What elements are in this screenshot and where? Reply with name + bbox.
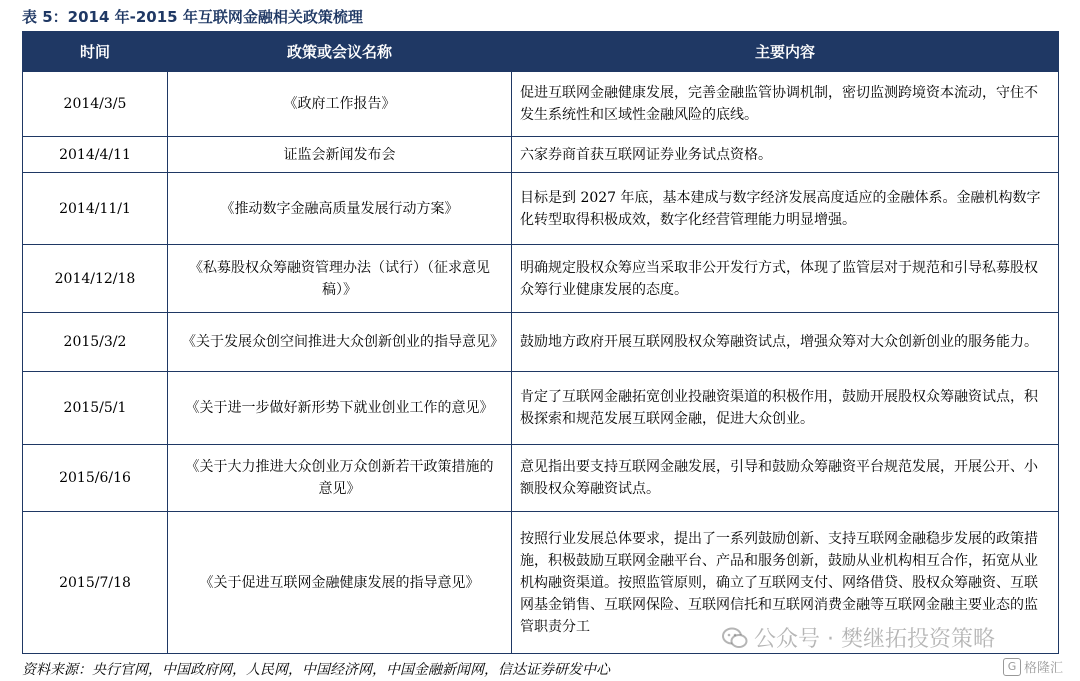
source-note: 资料来源：央行官网，中国政府网，人民网，中国经济网，中国金融新闻网，信达证券研发中心 bbox=[22, 662, 610, 678]
wechat-icon bbox=[722, 627, 748, 649]
row-date: 2015/5/1 bbox=[23, 372, 168, 445]
row-content: 六家券商首获互联网证券业务试点资格。 bbox=[512, 137, 1059, 173]
table-row bbox=[23, 372, 1059, 445]
table-row bbox=[23, 245, 1059, 313]
watermark bbox=[722, 622, 995, 653]
row-content: 鼓励地方政府开展互联网股权众筹融资试点，增强众筹对大众创新创业的服务能力。 bbox=[512, 313, 1059, 372]
policy-table bbox=[22, 31, 1059, 654]
row-date: 2014/3/5 bbox=[23, 72, 168, 137]
table-row bbox=[23, 72, 1059, 137]
row-policy-name: 《关于大力推进大众创业万众创新若干政策措施的意见》 bbox=[168, 445, 512, 512]
table-row bbox=[23, 173, 1059, 245]
row-content: 促进互联网金融健康发展，完善金融监管协调机制，密切监测跨境资本流动，守住不发生系统性和区域性金融风险的底线。 bbox=[512, 72, 1059, 137]
row-policy-name: 《关于进一步做好新形势下就业创业工作的意见》 bbox=[168, 372, 512, 445]
header-main-content: 主要内容 bbox=[512, 32, 1059, 72]
row-date: 2014/4/11 bbox=[23, 137, 168, 173]
row-content: 按照行业发展总体要求，提出了一系列鼓励创新、支持互联网金融稳步发展的政策措施，积极鼓励互联网金融平台、产品和服务创新，鼓励从业机构相互合作，拓宽从业机构融资渠道。按照监管原则，确立了互联网支付、网络借贷、股权众筹融资、互联网基金销售、互联网保险、互联网信托和互联网消费金融等互联网金融主要业态的监管职责分工 bbox=[512, 512, 1059, 654]
row-date: 2015/3/2 bbox=[23, 313, 168, 372]
row-content: 肯定了互联网金融拓宽创业投融资渠道的积极作用，鼓励开展股权众筹融资试点，积极探索和规范发展互联网金融，促进大众创业。 bbox=[512, 372, 1059, 445]
header-time: 时间 bbox=[23, 32, 168, 72]
row-content: 目标是到 2027 年底，基本建成与数字经济发展高度适应的金融体系。金融机构数字化转型取得积极成效，数字化经营管理能力明显增强。 bbox=[512, 173, 1059, 245]
table-row bbox=[23, 313, 1059, 372]
row-policy-name: 《关于促进互联网金融健康发展的指导意见》 bbox=[168, 512, 512, 654]
row-date: 2014/12/18 bbox=[23, 245, 168, 313]
row-policy-name: 《关于发展众创空间推进大众创新创业的指导意见》 bbox=[168, 313, 512, 372]
gelonghui-text: 格隆汇 bbox=[1024, 661, 1064, 676]
table-header-row bbox=[23, 32, 1059, 72]
row-content: 明确规定股权众筹应当采取非公开发行方式，体现了监管层对于规范和引导私募股权众筹行业健康发展的态度。 bbox=[512, 245, 1059, 313]
header-policy-name: 政策或会议名称 bbox=[168, 32, 512, 72]
row-policy-name: 《私募股权众筹融资管理办法（试行）（征求意见稿）》 bbox=[168, 245, 512, 313]
gelonghui-icon: G bbox=[1003, 658, 1021, 676]
row-date: 2015/6/16 bbox=[23, 445, 168, 512]
table-row bbox=[23, 445, 1059, 512]
gelonghui-logo bbox=[1003, 657, 1063, 676]
row-policy-name: 《推动数字金融高质量发展行动方案》 bbox=[168, 173, 512, 245]
row-date: 2014/11/1 bbox=[23, 173, 168, 245]
table-caption: 表 5：2014 年-2015 年互联网金融相关政策梳理 bbox=[22, 8, 363, 26]
row-policy-name: 证监会新闻发布会 bbox=[168, 137, 512, 173]
row-policy-name: 《政府工作报告》 bbox=[168, 72, 512, 137]
table-row bbox=[23, 137, 1059, 173]
watermark-text: 公众号 · 樊继拓投资策略 bbox=[754, 627, 995, 652]
row-date: 2015/7/18 bbox=[23, 512, 168, 654]
row-content: 意见指出要支持互联网金融发展，引导和鼓励众筹融资平台规范发展，开展公开、小额股权众筹融资试点。 bbox=[512, 445, 1059, 512]
